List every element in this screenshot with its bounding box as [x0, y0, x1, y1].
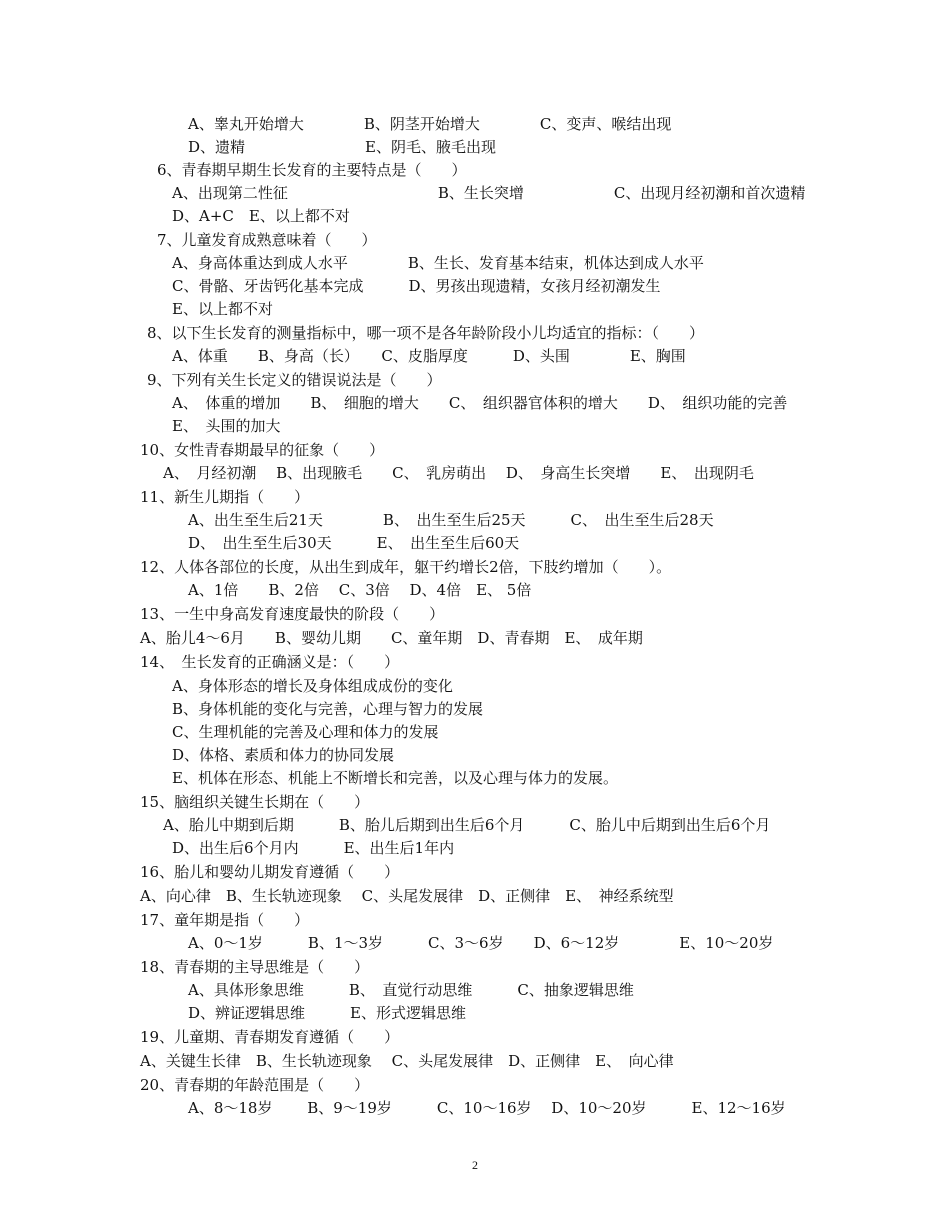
- q9-option-e: E、 头围的加大: [172, 417, 281, 435]
- page-number: 2: [472, 1158, 478, 1172]
- q12-options: A、1倍 B、2倍 C、3倍 D、4倍 E、 5倍: [188, 581, 532, 599]
- question-13: 13、一生中身高发育速度最快的阶段（ ）: [140, 605, 445, 623]
- question-16: 16、胎儿和婴幼儿期发育遵循（ ）: [140, 863, 400, 881]
- question-10: 10、女性青春期最早的征象（ ）: [140, 441, 385, 459]
- q14-option-a: A、身体形态的增长及身体组成成份的变化: [172, 677, 453, 695]
- question-12: 12、人体各部位的长度，从出生到成年，躯干约增长2倍，下肢约增加（ ）。: [140, 558, 672, 576]
- q15-options-a-c: A、胎儿中期到后期 B、胎儿后期到出生后6个月 C、胎儿中后期到出生后6个月: [163, 816, 771, 834]
- question-20: 20、青春期的年龄范围是（ ）: [140, 1076, 370, 1094]
- q13-options: A、胎儿4～6月 B、婴幼儿期 C、童年期 D、青春期 E、 成年期: [140, 629, 643, 647]
- q14-option-d: D、体格、素质和体力的协同发展: [172, 746, 395, 764]
- question-9: 9、下列有关生长定义的错误说法是（ ）: [147, 371, 442, 389]
- q7-options-c-d: C、骨骼、牙齿钙化基本完成 D、男孩出现遗精，女孩月经初潮发生: [172, 277, 661, 295]
- question-14: 14、 生长发育的正确涵义是：（ ）: [140, 653, 400, 671]
- q17-options: A、0～1岁 B、1～3岁 C、3～6岁 D、6～12岁 E、10～20岁: [188, 934, 774, 952]
- q6-options-d-e: D、A+C E、以上都不对: [172, 207, 350, 225]
- q7-option-e: E、以上都不对: [172, 300, 273, 318]
- question-6: 6、青春期早期生长发育的主要特点是（ ）: [157, 161, 467, 179]
- q9-options-a-d: A、 体重的增加 B、 细胞的增大 C、 组织器官体积的增大 D、 组织功能的完善: [172, 394, 788, 412]
- q15-options-d-e: D、出生后6个月内 E、出生后1年内: [172, 839, 455, 857]
- q8-options: A、体重 B、身高（长） C、皮脂厚度 D、头围 E、胸围: [172, 347, 686, 365]
- question-8: 8、以下生长发育的测量指标中，哪一项不是各年龄阶段小儿均适宜的指标：（ ）: [147, 324, 705, 342]
- q11-options-d-e: D、 出生至生后30天 E、 出生至生后60天: [188, 534, 520, 552]
- q14-option-c: C、生理机能的完善及心理和体力的发展: [172, 723, 439, 741]
- question-11: 11、新生儿期指（ ）: [140, 488, 310, 506]
- q6-options-a-c: A、出现第二性征 B、生长突增 C、出现月经初潮和首次遗精: [172, 184, 806, 202]
- q5-options-d-e: D、遗精 E、阴毛、腋毛出现: [188, 138, 496, 156]
- q11-options-a-c: A、出生至生后21天 B、 出生至生后25天 C、 出生至生后28天: [188, 511, 714, 529]
- q18-options-d-e: D、辨证逻辑思维 E、形式逻辑思维: [188, 1004, 466, 1022]
- question-18: 18、青春期的主导思维是（ ）: [140, 958, 370, 976]
- q16-options: A、向心律 B、生长轨迹现象 C、头尾发展律 D、正侧律 E、 神经系统型: [140, 887, 674, 905]
- q20-options: A、8～18岁 B、9～19岁 C、10～16岁 D、10～20岁 E、12～16岁: [188, 1099, 786, 1117]
- question-15: 15、脑组织关键生长期在（ ）: [140, 793, 370, 811]
- q19-options: A、关键生长律 B、生长轨迹现象 C、头尾发展律 D、正侧律 E、 向心律: [140, 1052, 674, 1070]
- question-7: 7、儿童发育成熟意味着（ ）: [157, 231, 377, 249]
- q18-options-a-c: A、具体形象思维 B、 直觉行动思维 C、抽象逻辑思维: [188, 981, 634, 999]
- q10-options: A、 月经初潮 B、出现腋毛 C、 乳房萌出 D、 身高生长突增 E、 出现阴毛: [163, 464, 754, 482]
- question-17: 17、童年期是指（ ）: [140, 911, 310, 929]
- q14-option-b: B、身体机能的变化与完善，心理与智力的发展: [172, 700, 484, 718]
- q7-options-a-b: A、身高体重达到成人水平 B、生长、发育基本结束，机体达到成人水平: [172, 254, 704, 272]
- q5-options-a-c: A、睾丸开始增大 B、阴茎开始增大 C、变声、喉结出现: [188, 115, 672, 133]
- question-19: 19、儿童期、青春期发育遵循（ ）: [140, 1028, 400, 1046]
- q14-option-e: E、机体在形态、机能上不断增长和完善，以及心理与体力的发展。: [172, 769, 618, 787]
